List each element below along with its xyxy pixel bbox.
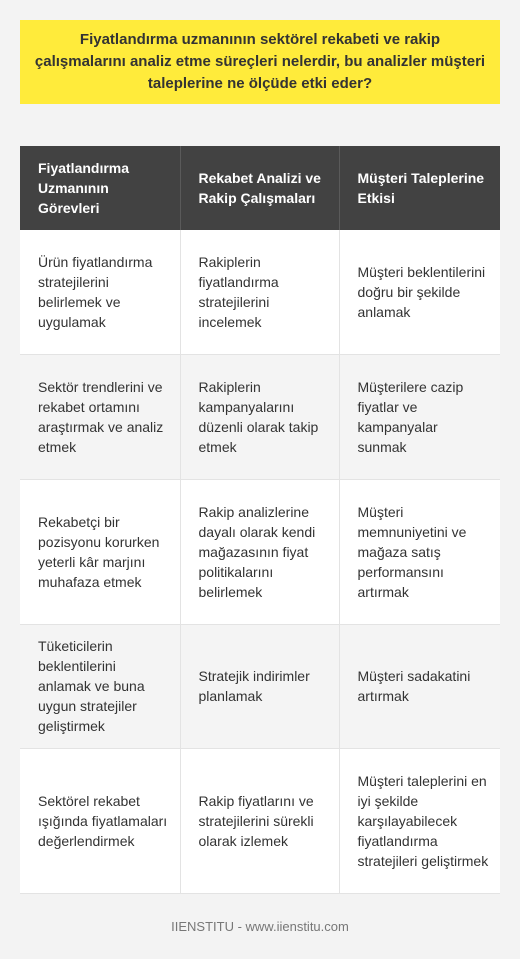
table-row bbox=[20, 230, 500, 354]
table-cell: Sektör trendlerini ve rekabet ortamını araştırmak ve analiz etmek bbox=[20, 354, 180, 479]
column-header: Müşteri Taleplerine Etkisi bbox=[339, 146, 500, 230]
column-header: Fiyatlandırma Uzmanının Görevleri bbox=[20, 146, 180, 230]
table-row bbox=[20, 624, 500, 748]
table-cell: Rakip fiyatlarını ve stratejilerini sürekli olarak izlemek bbox=[180, 748, 339, 893]
table-cell: Rakiplerin fiyatlandırma stratejilerini incelemek bbox=[180, 230, 339, 354]
table-row bbox=[20, 748, 500, 893]
table-cell: Ürün fiyatlandırma stratejilerini belirlemek ve uygulamak bbox=[20, 230, 180, 354]
table-cell: Stratejik indirimler planlamak bbox=[180, 624, 339, 748]
table-cell: Rakip analizlerine dayalı olarak kendi mağazasının fiyat politikalarını belirlemek bbox=[180, 479, 339, 624]
table-header-row bbox=[20, 146, 500, 230]
table-cell: Müşteri beklentilerini doğru bir şekilde anlamak bbox=[339, 230, 500, 354]
comparison-table bbox=[20, 146, 500, 894]
table-cell: Müşteri memnuniyetini ve mağaza satış performansını artırmak bbox=[339, 479, 500, 624]
table-cell: Müşteri sadakatini artırmak bbox=[339, 624, 500, 748]
column-header: Rekabet Analizi ve Rakip Çalışmaları bbox=[180, 146, 339, 230]
table-cell: Müşterilere cazip fiyatlar ve kampanyalar sunmak bbox=[339, 354, 500, 479]
footer-credit: IIENSTITU - www.iienstitu.com bbox=[171, 919, 349, 934]
table-cell: Sektörel rekabet ışığında fiyatlamaları değerlendirmek bbox=[20, 748, 180, 893]
table-cell: Tüketicilerin beklentilerini anlamak ve buna uygun stratejiler geliştirmek bbox=[20, 624, 180, 748]
table-cell: Rakiplerin kampanyalarını düzenli olarak takip etmek bbox=[180, 354, 339, 479]
table-row bbox=[20, 354, 500, 479]
table-row bbox=[20, 479, 500, 624]
table-cell: Müşteri taleplerini en iyi şekilde karşılayabilecek fiyatlandırma stratejileri geliştirmek bbox=[339, 748, 500, 893]
table-cell: Rekabetçi bir pozisyonu korurken yeterli kâr marjını muhafaza etmek bbox=[20, 479, 180, 624]
page-title: Fiyatlandırma uzmanının sektörel rekabeti ve rakip çalışmalarını analiz etme süreçleri nelerdir, bu analizler müşteri taleplerine ne ölçüde etki eder? bbox=[34, 31, 486, 92]
title-banner bbox=[20, 20, 500, 104]
